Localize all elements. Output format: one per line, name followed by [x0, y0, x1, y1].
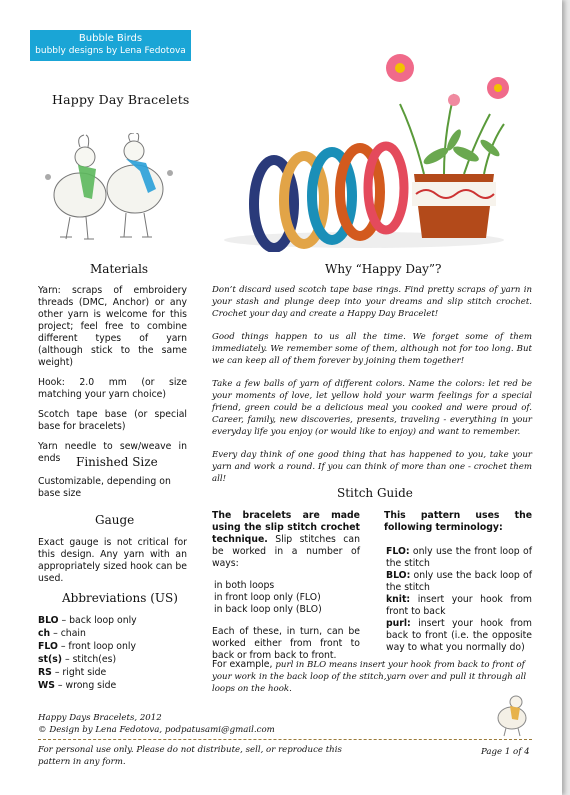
stitch-intro: The bracelets are made using the slip stitch crochet technique. Slip stitches can be worked in a number of ways: — [212, 510, 360, 569]
stitch-guide-column-1 — [212, 510, 360, 662]
stitch-direction-note: Each of these, in turn, can be worked either from front to back or from back to front. — [212, 626, 360, 661]
materials-item: Yarn: scraps of embroidery threads (DMC, Anchor) or any other yarn is welcome for this project; feel free to combine different types of yarn (although stick to the same weight) — [38, 285, 187, 368]
abbreviation-item: RS – right side — [38, 667, 107, 678]
footer-divider — [38, 739, 532, 740]
abbreviation-item: ch – chain — [38, 628, 86, 639]
birds-illustration — [40, 133, 180, 245]
small-bird-illustration — [490, 690, 536, 738]
gauge-text: Exact gauge is not critical for this design. Any yarn with an appropriately sized hook can be used. — [38, 537, 187, 584]
term-item: BLO: only use the back loop of the stitch — [386, 570, 532, 593]
why-paragraph: Don’t discard used scotch tape base rings. Find pretty scraps of yarn in your stash and plunge deep into your dreams and slip stitch crochet. Crochet your day and create a Happy Day Bracelet! — [212, 285, 532, 319]
materials-heading: Materials — [90, 262, 149, 276]
term-item: knit: insert your hook from front to back — [386, 594, 532, 617]
document-title: Happy Day Bracelets — [52, 92, 190, 107]
footer-copyright: © Design by Lena Fedotova, podpatusami@gmail.com — [38, 725, 275, 735]
footer-title: Happy Days Bracelets, 2012 — [38, 713, 162, 723]
abbreviation-item: BLO – back loop only — [38, 615, 137, 626]
loop-option: in front loop only (FLO) — [214, 592, 321, 603]
why-paragraph: Take a few balls of yarn of different colors. Name the colors: let red be your moments of love, let yellow hold your warm feelings for a special friend, green could be a delicious meal you cooked and were proud of. Career, family, new discoveries, presents, traveling - everything in your everyday life you enjoy (or would like to enjoy) and want to remember. — [212, 379, 532, 437]
brand-title: Bubble Birds — [78, 33, 143, 44]
loop-option: in back loop only (BLO) — [214, 604, 322, 615]
finished-size-heading: Finished Size — [76, 455, 158, 469]
why-paragraph: Every day think of one good thing that has happened to you, take your yarn and work a round. If you can think of more than one - crochet them all! — [212, 450, 532, 484]
term-item: FLO: only use the front loop of the stitch — [386, 546, 532, 569]
abbreviations-heading: Abbreviations (US) — [62, 591, 178, 605]
stitch-example-script: purl in BLO means insert your hook from back to front of your work in the back loop of the stitch,yarn over and pull it through all loops on the hook. — [212, 660, 527, 694]
materials-item: Hook: 2.0 mm (or size matching your yarn choice) — [38, 377, 187, 400]
materials-item: Yarn needle to sew/weave in ends — [38, 441, 187, 464]
bracelets-photo — [204, 44, 536, 252]
stitch-example: For example, purl in BLO means insert your hook from back to front of your work in the back loop of the stitch,yarn over and pull it through all loops on the hook. — [212, 659, 527, 694]
materials-item: Scotch tape base (or special base for bracelets) — [38, 409, 187, 432]
why-text — [212, 284, 532, 496]
why-heading: Why “Happy Day”? — [325, 262, 442, 276]
term-item: purl: insert your hook from back to front (i.e. the opposite way to what you normally do) — [386, 618, 532, 653]
abbreviation-item: FLO – front loop only — [38, 641, 136, 652]
footer-notice: For personal use only. Please do not distribute, sell, or reproduce this pattern in any form. — [38, 745, 342, 767]
abbreviation-item: WS – wrong side — [38, 680, 117, 691]
footer-credits — [38, 712, 275, 736]
stitch-guide-column-2 — [384, 510, 532, 654]
page-number: Page 1 of 4 — [481, 747, 530, 757]
gauge-heading: Gauge — [95, 513, 135, 527]
stitch-guide-heading: Stitch Guide — [337, 486, 413, 500]
abbreviation-item: st(s) – stitch(es) — [38, 654, 117, 665]
finished-size-text: Customizable, depending on base size — [38, 476, 171, 499]
terminology-intro: This pattern uses the following terminology: — [384, 510, 532, 533]
abbreviations-list — [38, 614, 198, 692]
brand-banner — [30, 30, 191, 61]
materials-list — [38, 285, 187, 473]
loop-option: in both loops — [214, 580, 275, 591]
why-paragraph: Good things happen to us all the time. We forget some of them immediately. We remember some of them, although not for too long. But we can keep all of them forever by joining them together! — [212, 332, 532, 366]
brand-subtitle: bubbly designs by Lena Fedotova — [35, 46, 186, 56]
